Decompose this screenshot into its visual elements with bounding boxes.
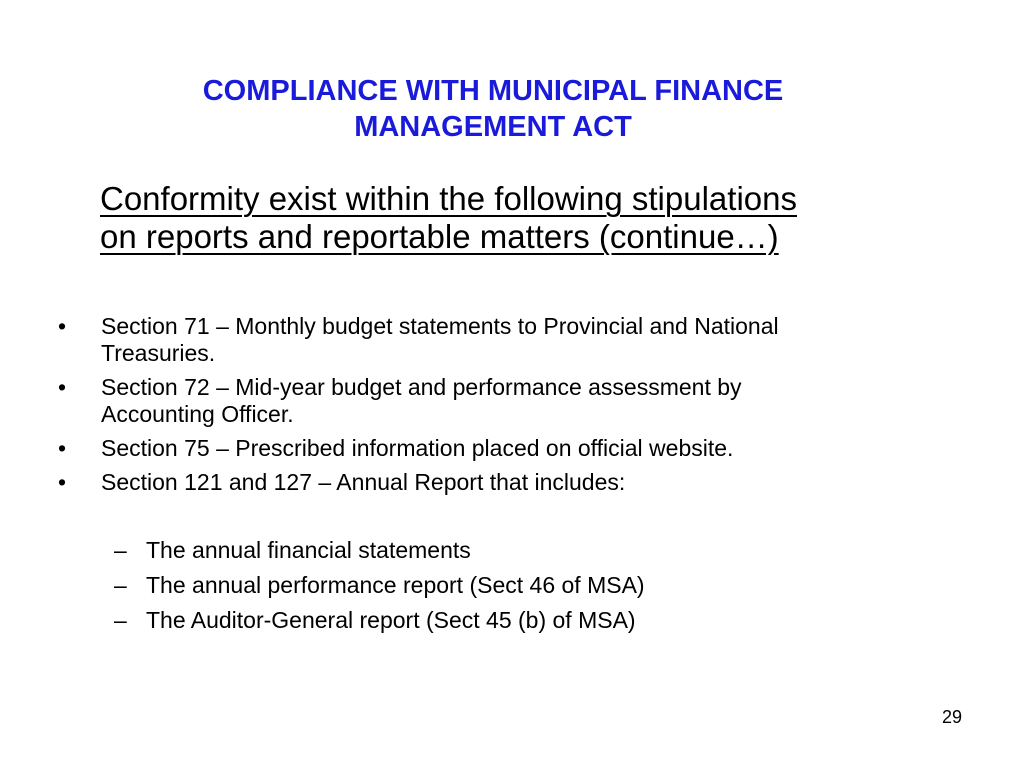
bullet-text-line-1: Section 72 – Mid-year budget and performance assessment by	[101, 374, 742, 400]
subtitle-line-1: Conformity exist within the following stipulations	[100, 180, 797, 217]
bullet-text-line-2: Treasuries.	[101, 340, 216, 366]
bullet-icon: •	[58, 435, 67, 461]
slide-title	[0, 73, 986, 145]
sub-item-text: The annual performance report (Sect 46 of MSA)	[146, 572, 645, 598]
subtitle-line-2: on reports and reportable matters (continue…)	[100, 218, 779, 255]
sub-item-auditor-general-report	[0, 607, 990, 634]
bullet-item-section-72	[0, 374, 990, 428]
bullet-text-line-1: Section 121 and 127 – Annual Report that includes:	[101, 469, 626, 495]
dash-icon: –	[114, 572, 127, 598]
sub-bullet-list	[0, 537, 990, 642]
bullet-item-section-121-127	[0, 469, 990, 496]
bullet-text-line-1: Section 71 – Monthly budget statements to Provincial and National	[101, 313, 779, 339]
slide-subtitle	[100, 180, 980, 256]
bullet-icon: •	[58, 313, 67, 339]
slide-title-line-2: MANAGEMENT ACT	[354, 111, 632, 143]
bullet-item-section-71	[0, 313, 990, 367]
page-number: 29	[941, 707, 962, 727]
sub-item-annual-financial-statements	[0, 537, 990, 564]
bullet-item-section-75	[0, 435, 990, 462]
dash-icon: –	[114, 607, 127, 633]
bullet-icon: •	[58, 469, 67, 495]
dash-icon: –	[114, 537, 127, 563]
bullet-list	[0, 313, 990, 503]
sub-item-annual-performance-report	[0, 572, 990, 599]
sub-item-text: The Auditor-General report (Sect 45 (b) of MSA)	[146, 607, 636, 633]
bullet-text-line-1: Section 75 – Prescribed information placed on official website.	[101, 435, 734, 461]
bullet-icon: •	[58, 374, 67, 400]
sub-item-text: The annual financial statements	[146, 537, 471, 563]
bullet-text-line-2: Accounting Officer.	[101, 401, 294, 427]
slide-title-line-1: COMPLIANCE WITH MUNICIPAL FINANCE	[202, 75, 784, 107]
